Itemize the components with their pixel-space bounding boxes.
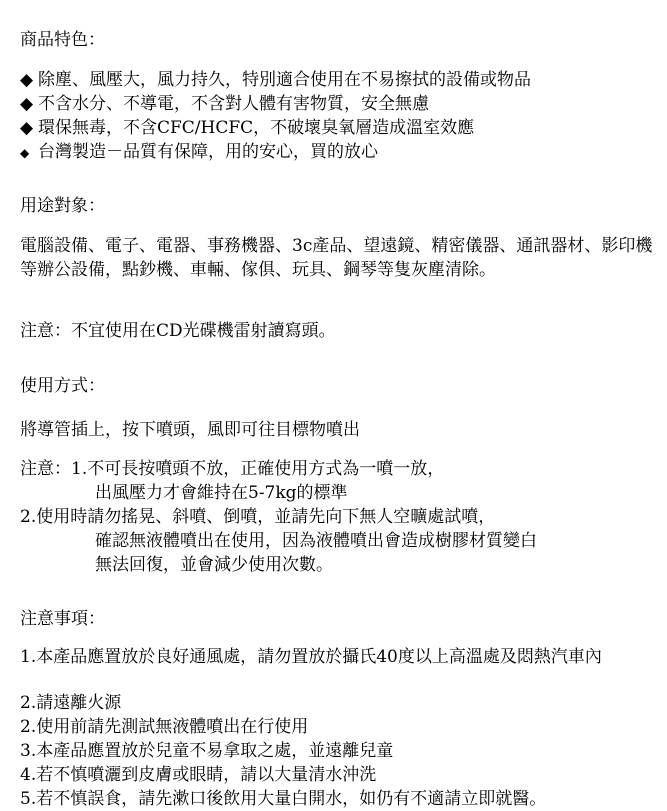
feature-item: ◆ 環保無毒，不含CFC/HCFC，不破壞臭氧層造成溫室效應 — [20, 118, 475, 138]
diamond-bullet-icon: ◆ — [20, 94, 34, 114]
precaution-item: 2.請遠離火源 — [20, 693, 122, 713]
note-line: 1.不可長按噴頭不放，正確使用方式為一噴一放， — [71, 459, 445, 479]
note-line: 無法回復，並會減少使用次數。 — [95, 555, 333, 575]
precaution-item: 4.若不慎噴灑到皮膚或眼睛，請以大量清水沖洗 — [20, 765, 377, 785]
precaution-item: 1.本產品應置放於良好通風處，請勿置放於攝氏40度以上高溫處及悶熱汽車內 — [20, 647, 602, 667]
note-line: 出風壓力才會維持在5-7kg的標準 — [95, 483, 348, 503]
note-line: 2.使用時請勿搖晃、斜噴、倒噴，並請先向下無人空曠處試噴， — [20, 507, 496, 527]
precaution-item: 2.使用前請先測試無液體噴出在行使用 — [20, 717, 309, 737]
feature-item: ◆ 台灣製造－品質有保障，用的安心，買的放心 — [20, 142, 378, 162]
precautions-heading: 注意事項： — [20, 609, 105, 629]
usage-method-heading: 使用方式： — [20, 376, 105, 396]
note-label: 注意： — [20, 459, 71, 479]
diamond-bullet-icon: ◆ — [20, 70, 34, 90]
usage-method-note — [20, 459, 444, 480]
note-line: 確認無液體噴出在使用，因為液體噴出會造成樹膠材質變白 — [95, 531, 537, 551]
usage-targets-heading: 用途對象： — [20, 196, 105, 216]
precaution-item: 3.本產品應置放於兒童不易拿取之處，並遠離兒童 — [20, 741, 394, 761]
feature-item: ◆ 除塵、風壓大，風力持久，特別適合使用在不易擦拭的設備或物品 — [20, 70, 531, 90]
features-heading: 商品特色： — [20, 30, 105, 50]
usage-targets-text: 電腦設備、電子、電器、事務機器、3c產品、望遠鏡、精密儀器、通訊器材、影印機等辦公設備，點鈔機、車輛、傢俱、玩具、鋼琴等隻灰塵清除。 — [20, 236, 653, 280]
feature-item: ◆ 不含水分、不導電，不含對人體有害物質，安全無慮 — [20, 94, 429, 114]
diamond-bullet-icon: ◆ — [20, 146, 30, 160]
diamond-bullet-icon: ◆ — [20, 118, 34, 138]
precaution-item: 5.若不慎誤食，請先漱口後飲用大量白開水，如仍有不適請立即就醫。 — [20, 789, 547, 809]
usage-targets-note: 注意：不宜使用在CD光碟機雷射讀寫頭。 — [20, 321, 336, 341]
usage-method-text: 將導管插上，按下噴頭，風即可往目標物噴出 — [20, 420, 360, 440]
